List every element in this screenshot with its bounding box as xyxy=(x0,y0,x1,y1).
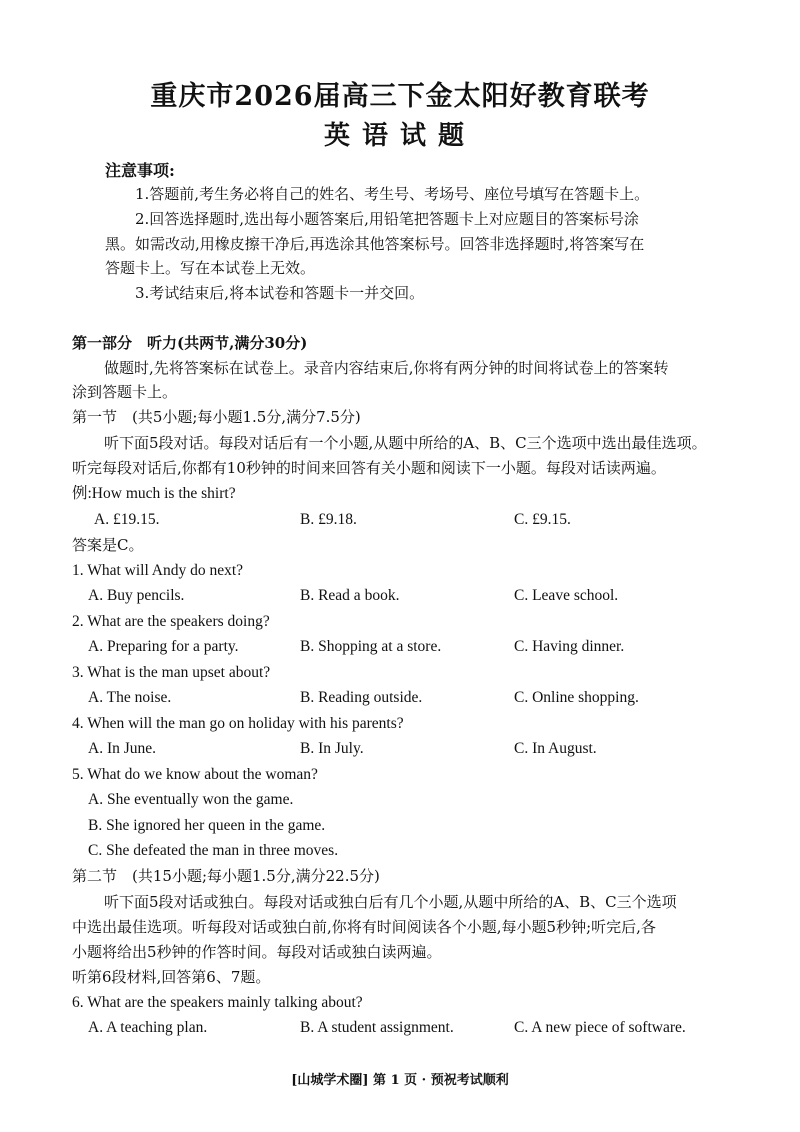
question-6-option-b: B. A student assignment. xyxy=(300,1019,454,1036)
example-question: 例:How much is the shirt? xyxy=(72,485,236,502)
question-1: 1. What will Andy do next? xyxy=(72,562,244,579)
question-2-option-a: A. Preparing for a party. xyxy=(88,638,239,655)
question-6-option-c: C. A new piece of software. xyxy=(514,1019,686,1036)
example-option-a: A. £19.15. xyxy=(94,511,160,528)
question-4-option-c: C. In August. xyxy=(514,740,597,757)
notice-item-1: 1.答题前,考生务必将自己的姓名、考生号、考场号、座位号填写在答题卡上。 xyxy=(135,185,650,203)
question-2-option-c: C. Having dinner. xyxy=(514,638,625,655)
question-4: 4. When will the man go on holiday with his parents? xyxy=(72,715,404,732)
notice-item-2-line-1: 2.回答选择题时,选出每小题答案后,用铅笔把答题卡上对应题目的答案标号涂 xyxy=(135,210,639,228)
question-5-option-a: A. She eventually won the game. xyxy=(88,791,294,808)
notice-item-2-line-2: 黑。如需改动,用橡皮擦干净后,再选涂其他答案标号。回答非选择题时,将答案写在 xyxy=(105,235,645,253)
part1-heading: 第一部分 听力(共两节,满分30分) xyxy=(72,334,308,352)
material-6-heading: 听第6段材料,回答第6、7题。 xyxy=(72,968,271,986)
question-1-option-c: C. Leave school. xyxy=(514,587,619,604)
section1-instruction-line-1: 听下面5段对话。每段对话后有一个小题,从题中所给的A、B、C三个选项中选出最佳选项。 xyxy=(104,434,707,452)
exam-title: 重庆市2026届高三下金太阳好教育联考 xyxy=(150,81,650,112)
exam-subject-title: 英语试题 xyxy=(323,121,476,151)
question-1-option-a: A. Buy pencils. xyxy=(88,587,185,604)
question-4-option-a: A. In June. xyxy=(88,740,157,757)
section2-instruction-line-2: 中选出最佳选项。听每段对话或独白前,你将有时间阅读各个小题,每小题5秒钟;听完后,各 xyxy=(72,918,656,936)
section1-instruction-line-2: 听完每段对话后,你都有10秒钟的时间来回答有关小题和阅读下一小题。每段对话读两遍。 xyxy=(72,459,666,477)
question-4-option-b: B. In July. xyxy=(300,740,364,757)
part1-intro-line-2: 涂到答题卡上。 xyxy=(72,383,178,401)
question-6: 6. What are the speakers mainly talking about? xyxy=(72,994,363,1011)
example-option-b: B. £9.18. xyxy=(300,511,357,528)
question-1-option-b: B. Read a book. xyxy=(300,587,400,604)
section2-instruction-line-1: 听下面5段对话或独白。每段对话或独白后有几个小题,从题中所给的A、B、C三个选项 xyxy=(104,893,677,911)
section2-heading: 第二节 (共15小题;每小题1.5分,满分22.5分) xyxy=(72,867,380,885)
example-answer: 答案是C。 xyxy=(72,536,144,554)
example-option-c: C. £9.15. xyxy=(514,511,571,528)
question-3: 3. What is the man upset about? xyxy=(72,664,271,681)
part1-intro-line-1: 做题时,先将答案标在试卷上。录音内容结束后,你将有两分钟的时间将试卷上的答案转 xyxy=(104,359,669,377)
question-6-option-a: A. A teaching plan. xyxy=(88,1019,208,1036)
question-2-option-b: B. Shopping at a store. xyxy=(300,638,442,655)
notice-item-3: 3.考试结束后,将本试卷和答题卡一并交回。 xyxy=(135,284,425,302)
notice-heading: 注意事项: xyxy=(105,161,175,180)
question-5-option-c: C. She defeated the man in three moves. xyxy=(88,842,339,859)
question-3-option-a: A. The noise. xyxy=(88,689,172,706)
question-5: 5. What do we know about the woman? xyxy=(72,766,318,783)
question-2: 2. What are the speakers doing? xyxy=(72,613,270,630)
section1-heading: 第一节 (共5小题;每小题1.5分,满分7.5分) xyxy=(72,408,361,426)
notice-item-2-line-3: 答题卡上。写在本试卷上无效。 xyxy=(105,259,316,277)
page-footer: [山城学术圈] 第 1 页 · 预祝考试顺利 xyxy=(291,1073,509,1088)
question-3-option-b: B. Reading outside. xyxy=(300,689,423,706)
question-3-option-c: C. Online shopping. xyxy=(514,689,639,706)
section2-instruction-line-3: 小题将给出5秒钟的作答时间。每段对话或独白读两遍。 xyxy=(72,943,442,961)
question-5-option-b: B. She ignored her queen in the game. xyxy=(88,817,326,834)
